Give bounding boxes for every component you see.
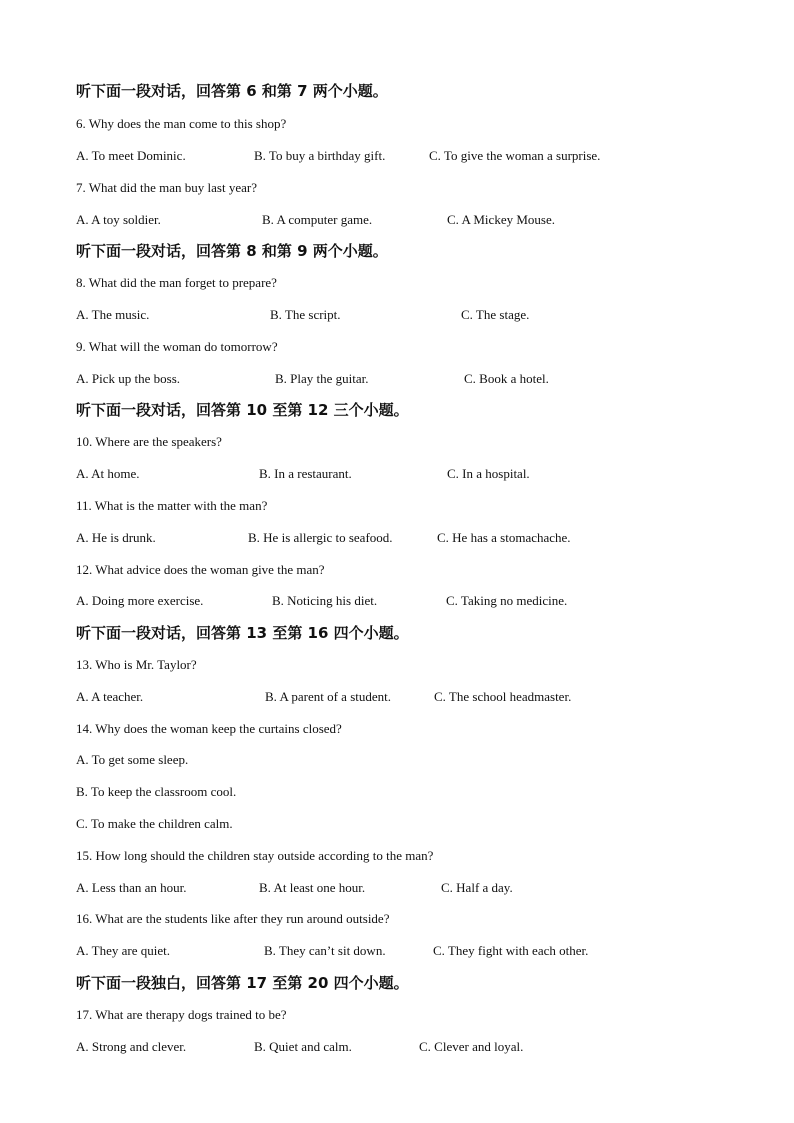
q10-option-c: C. In a hospital.	[447, 466, 530, 481]
q11-option-c: C. He has a stomachache.	[437, 530, 571, 545]
q16-option-a: A. They are quiet.	[76, 943, 170, 958]
q6-option-b: B. To buy a birthday gift.	[254, 148, 386, 163]
section-heading: 听下面一段独白，回答第 17 至第 20 四个小题。	[76, 974, 409, 992]
q17-option-a: A. Strong and clever.	[76, 1039, 187, 1054]
q17-option-b: B. Quiet and calm.	[254, 1039, 352, 1054]
q7-option-a: A. A toy soldier.	[76, 212, 161, 227]
q8-option-c: C. The stage.	[461, 307, 530, 322]
q12-option-b: B. Noticing his diet.	[272, 593, 378, 608]
section-heading: 听下面一段对话，回答第 13 至第 16 四个小题。	[76, 624, 409, 642]
q16-option-c: C. They fight with each other.	[433, 943, 589, 958]
question-13: 13. Who is Mr. Taylor?	[76, 657, 197, 672]
question-17: 17. What are therapy dogs trained to be?	[76, 1007, 287, 1022]
question-14: 14. Why does the woman keep the curtains closed?	[76, 721, 342, 736]
q7-option-c: C. A Mickey Mouse.	[447, 212, 555, 227]
question-6: 6. Why does the man come to this shop?	[76, 116, 287, 131]
section-heading: 听下面一段对话，回答第 8 和第 9 两个小题。	[76, 242, 388, 260]
q13-option-b: B. A parent of a student.	[265, 689, 392, 704]
q6-option-c: C. To give the woman a surprise.	[429, 148, 601, 163]
section-heading: 听下面一段对话，回答第 6 和第 7 两个小题。	[76, 82, 388, 100]
q15-option-c: C. Half a day.	[441, 880, 513, 895]
q6-option-a: A. To meet Dominic.	[76, 148, 186, 163]
q11-option-a: A. He is drunk.	[76, 530, 156, 545]
q14-option-b: B. To keep the classroom cool.	[76, 784, 237, 799]
q8-option-a: A. The music.	[76, 307, 150, 322]
question-8: 8. What did the man forget to prepare?	[76, 275, 277, 290]
q11-option-b: B. He is allergic to seafood.	[248, 530, 393, 545]
question-7: 7. What did the man buy last year?	[76, 180, 257, 195]
question-10: 10. Where are the speakers?	[76, 434, 222, 449]
question-15: 15. How long should the children stay outside according to the man?	[76, 848, 434, 863]
question-12: 12. What advice does the woman give the man?	[76, 562, 325, 577]
question-16: 16. What are the students like after they run around outside?	[76, 911, 390, 926]
question-9: 9. What will the woman do tomorrow?	[76, 339, 278, 354]
q9-option-a: A. Pick up the boss.	[76, 371, 180, 386]
q9-option-c: C. Book a hotel.	[464, 371, 549, 386]
q16-option-b: B. They can’t sit down.	[264, 943, 386, 958]
q7-option-b: B. A computer game.	[262, 212, 373, 227]
q14-option-a: A. To get some sleep.	[76, 752, 189, 767]
q12-option-a: A. Doing more exercise.	[76, 593, 204, 608]
q17-option-c: C. Clever and loyal.	[419, 1039, 524, 1054]
q10-option-b: B. In a restaurant.	[259, 466, 352, 481]
q15-option-b: B. At least one hour.	[259, 880, 366, 895]
q15-option-a: A. Less than an hour.	[76, 880, 187, 895]
q10-option-a: A. At home.	[76, 466, 140, 481]
q8-option-b: B. The script.	[270, 307, 341, 322]
question-11: 11. What is the matter with the man?	[76, 498, 268, 513]
q9-option-b: B. Play the guitar.	[275, 371, 369, 386]
section-heading: 听下面一段对话，回答第 10 至第 12 三个小题。	[76, 401, 409, 419]
q13-option-c: C. The school headmaster.	[434, 689, 572, 704]
q13-option-a: A. A teacher.	[76, 689, 144, 704]
q12-option-c: C. Taking no medicine.	[446, 593, 568, 608]
q14-option-c: C. To make the children calm.	[76, 816, 233, 831]
